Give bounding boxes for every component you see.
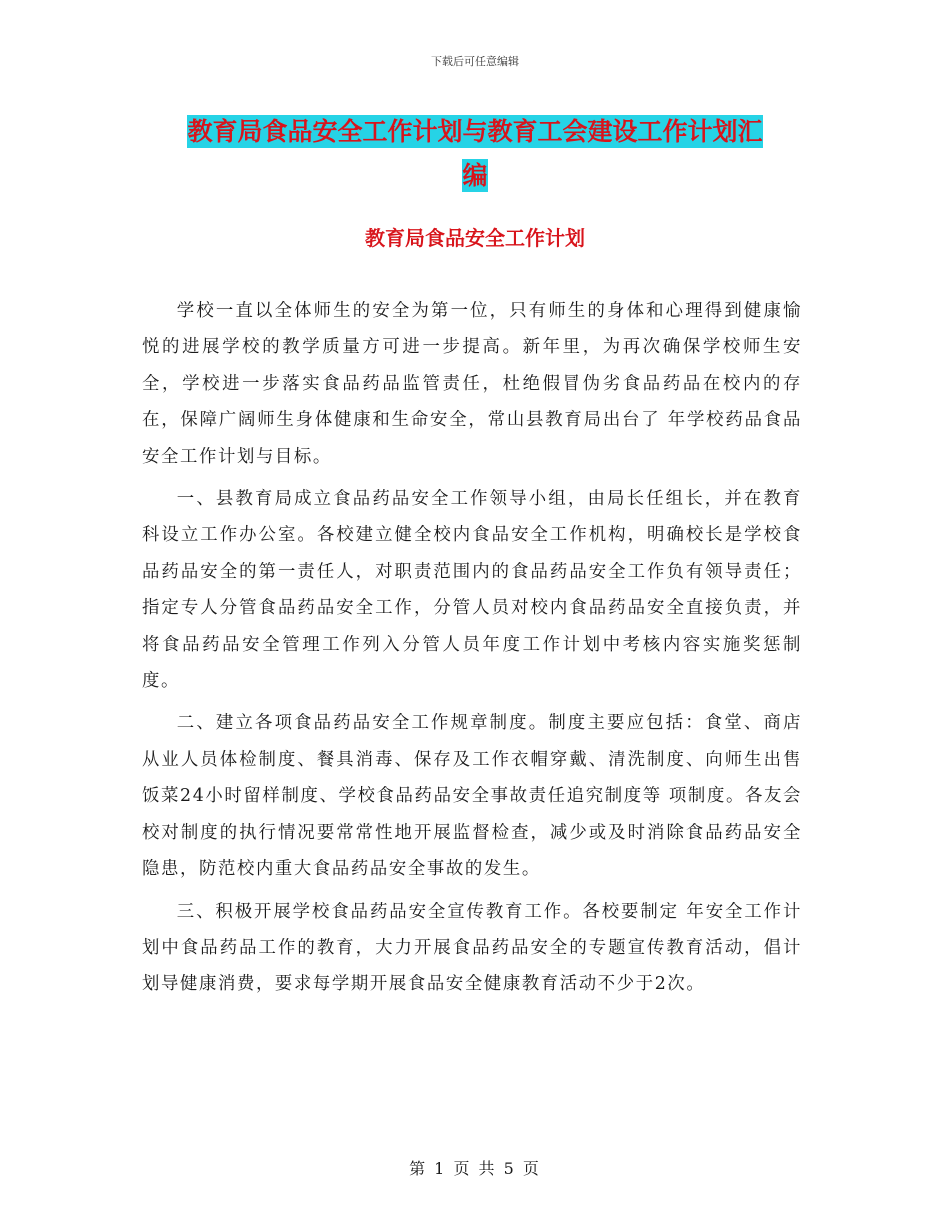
document-title-line-2: 编 [462, 161, 488, 190]
document-title [140, 110, 810, 198]
paragraph-item-3: 三、积极开展学校食品药品安全宣传教育工作。各校要制定 年安全工作计划中食品药品工作的教育，大力开展食品药品安全的专题宣传教育活动，倡计划导健康消费，要求每学期开展食品安全健康教育活动不少于2次。 [142, 901, 802, 995]
section-title: 教育局食品安全工作计划 [365, 226, 585, 250]
page-header: 下载后可任意编辑 [431, 55, 519, 68]
document-title-line-1: 教育局食品安全工作计划与教育工会建设工作计划汇 [187, 117, 763, 146]
paragraph-item-2: 二、建立各项食品药品安全工作规章制度。制度主要应包括：食堂、商店从业人员体检制度、餐具消毒、保存及工作衣帽穿戴、清洗制度、向师生出售饭菜24小时留样制度、学校食品药品安全事故责任追究制度等 项制度。各友会校对制度的执行情况要常常性地开展监督检查，减少或及时消除食品药品安全隐患，防范校内重大食品药品安全事故的发生。 [142, 713, 802, 880]
document-body [142, 293, 802, 1009]
paragraph-intro: 学校一直以全体师生的安全为第一位，只有师生的身体和心理得到健康愉悦的进展学校的教学质量方可进一步提高。新年里，为再次确保学校师生安全，学校进一步落实食品药品监管责任，杜绝假冒伪劣食品药品在校内的存在，保障广阔师生身体健康和生命安全，常山县教育局出台了 年学校药品食品安全工作计划与目标。 [142, 301, 802, 467]
page-footer: 第 1 页 共 5 页 [409, 1159, 541, 1178]
paragraph-item-1: 一、县教育局成立食品药品安全工作领导小组，由局长任组长，并在教育科设立工作办公室。各校建立健全校内食品安全工作机构，明确校长是学校食品药品安全的第一责任人，对职责范围内的食品药品安全工作负有领导责任；指定专人分管食品药品安全工作，分管人员对校内食品药品安全直接负责，并将食品药品安全管理工作列入分管人员年度工作计划中考核内容实施奖惩制度。 [142, 489, 802, 692]
